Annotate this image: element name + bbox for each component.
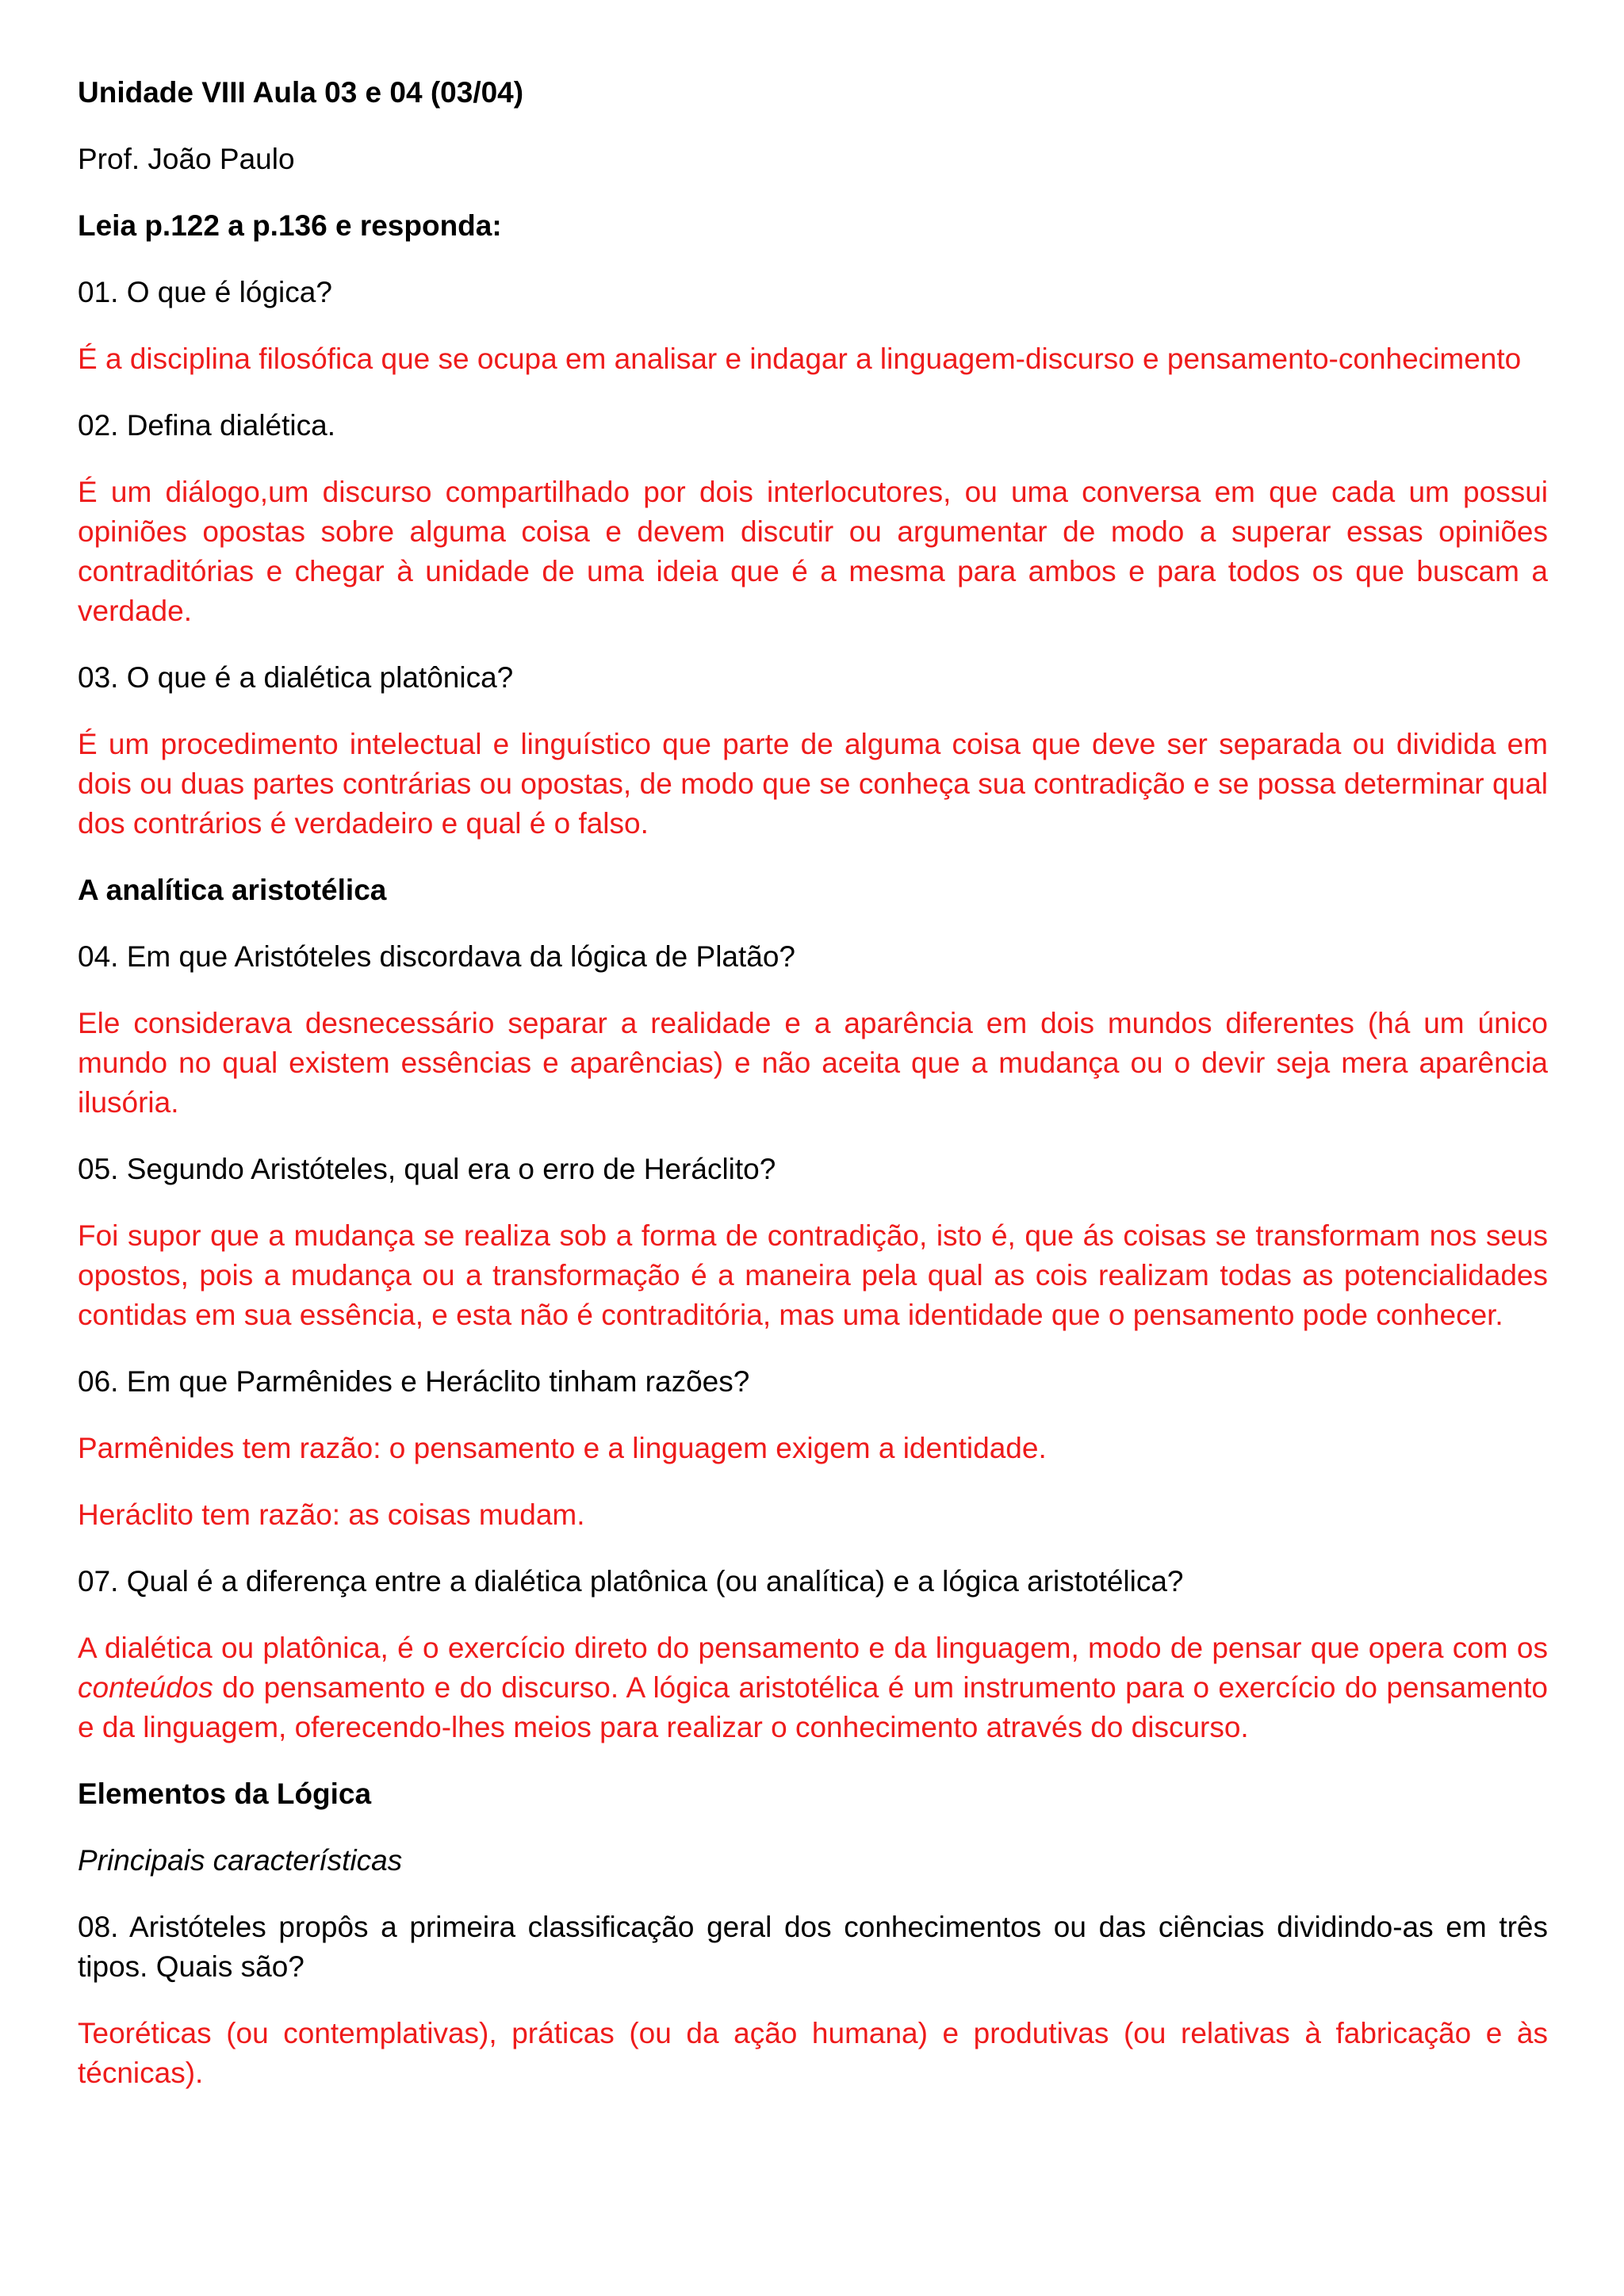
reading-instruction: Leia p.122 a p.136 e responda: <box>78 209 502 242</box>
answer-02: É um diálogo,um discurso compartilhado por dois interlocutores, ou uma conversa em que cada um possui opiniões opostas sobre alguma coisa e devem discutir ou argumentar de modo a superar essas opiniões contraditórias e chegar à unidade de uma ideia que é a mesma para ambos e para todos os que buscam a verdade. <box>78 476 1548 627</box>
answer-07-part1: A dialética ou platônica, é o exercício direto do pensamento e da linguagem, modo de pensar que opera com os <box>78 1632 1548 1664</box>
answer-07-italic-term: conteúdos <box>78 1671 213 1704</box>
question-08: 08. Aristóteles propôs a primeira classificação geral dos conhecimentos ou das ciências dividindo-as em três tipos. Quais são? <box>78 1911 1548 1983</box>
question-02: 02. Defina dialética. <box>78 409 335 442</box>
answer-07-part2: do pensamento e do discurso. A lógica aristotélica é um instrumento para o exercício do pensamento e da linguagem, oferecendo-lhes meios para realizar o conhecimento através do discurso. <box>78 1671 1548 1743</box>
question-06: 06. Em que Parmênides e Heráclito tinham razões? <box>78 1365 750 1398</box>
section-heading-elementos: Elementos da Lógica <box>78 1777 372 1810</box>
question-05: 05. Segundo Aristóteles, qual era o erro de Heráclito? <box>78 1153 776 1185</box>
teacher-name: Prof. João Paulo <box>78 143 295 175</box>
answer-01: É a disciplina filosófica que se ocupa em analisar e indagar a linguagem-discurso e pensamento-conhecimento <box>78 342 1522 375</box>
document-page <box>78 73 1548 2120</box>
question-01: 01. O que é lógica? <box>78 276 332 308</box>
answer-04: Ele considerava desnecessário separar a realidade e a aparência em dois mundos diferentes (há um único mundo no qual existem essências e aparências) e não aceita que a mudança ou o devir seja mera aparência ilusória. <box>78 1007 1548 1119</box>
answer-06-heraclito: Heráclito tem razão: as coisas mudam. <box>78 1498 585 1531</box>
answer-05: Foi supor que a mudança se realiza sob a forma de contradição, isto é, que ás coisas se transformam nos seus opostos, pois a mudança ou a transformação é a maneira pela qual as cois realizam todas as potencialidades contidas em sua essência, e esta não é contraditória, mas uma identidade que o pensamento pode conhecer. <box>78 1219 1548 1331</box>
section-heading-analitica: A analítica aristotélica <box>78 874 387 906</box>
answer-03: É um procedimento intelectual e linguístico que parte de alguma coisa que deve ser separada ou dividida em dois ou duas partes contrárias ou opostas, de modo que se conheça sua contradição e se possa determinar qual dos contrários é verdadeiro e qual é o falso. <box>78 728 1548 840</box>
question-07: 07. Qual é a diferença entre a dialética platônica (ou analítica) e a lógica aristotélica? <box>78 1565 1184 1598</box>
answer-08: Teoréticas (ou contemplativas), práticas (ou da ação humana) e produtivas (ou relativas à fabricação e às técnicas). <box>78 2017 1548 2089</box>
question-03: 03. O que é a dialética platônica? <box>78 661 514 694</box>
answer-06-parmenides: Parmênides tem razão: o pensamento e a linguagem exigem a identidade. <box>78 1432 1047 1464</box>
subsection-heading-principais: Principais características <box>78 1844 403 1877</box>
question-04: 04. Em que Aristóteles discordava da lógica de Platão? <box>78 940 796 973</box>
answer-07 <box>78 1628 1548 1747</box>
document-title: Unidade VIII Aula 03 e 04 (03/04) <box>78 76 524 109</box>
